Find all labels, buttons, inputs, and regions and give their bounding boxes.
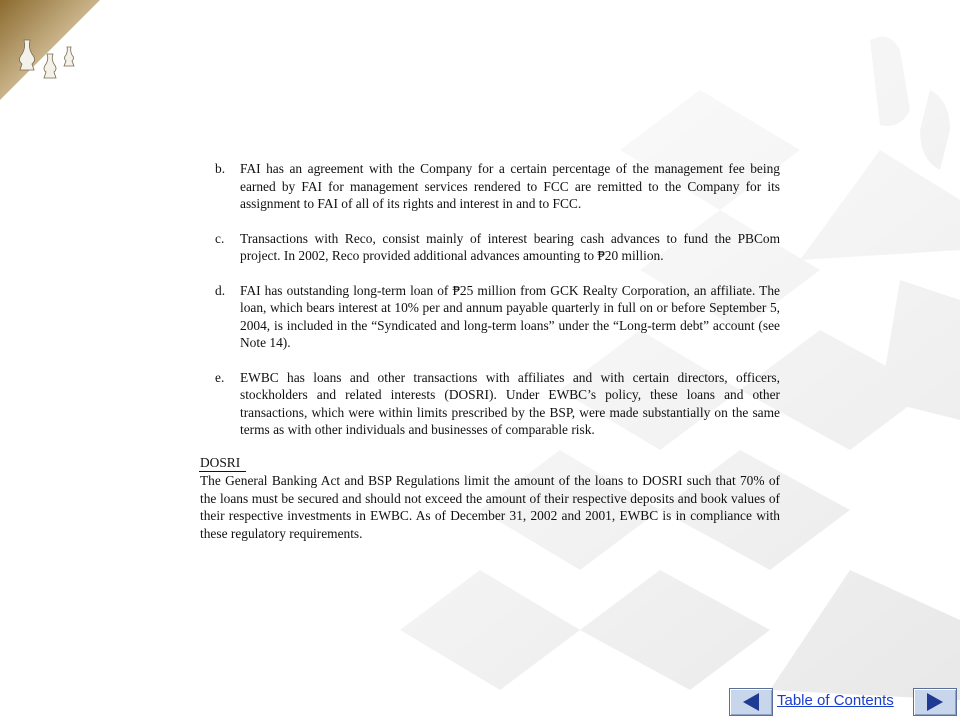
list-item-text: EWBC has loans and other transactions with affiliates and with certain directors, officers, stockholders and related interests (DOSRI). Under EWBC’s policy, these loans and other transactions, which were within limits prescribed by the BSP, were made substantially on the same terms as with other individuals and businesses of comparable risk. bbox=[240, 369, 780, 437]
list-marker: d. bbox=[215, 282, 226, 298]
right-triangle-icon bbox=[914, 689, 956, 715]
list-item-text: FAI has an agreement with the Company for a certain percentage of the management fee being earned by FAI for management services rendered to FCC are remitted to the Company for its assignment to FAI of all of its rights and interest in and to FCC. bbox=[240, 161, 780, 211]
previous-slide-button[interactable] bbox=[729, 688, 773, 716]
slide-navigation bbox=[729, 688, 959, 716]
list-item-text: Transactions with Reco, consist mainly of interest bearing cash advances to fund the PBCom project. In 2002, Reco provided additional advances amounting to ₱20 million. bbox=[240, 230, 780, 263]
document-body bbox=[190, 160, 780, 542]
left-triangle-icon bbox=[730, 689, 772, 715]
list-marker: e. bbox=[215, 369, 225, 385]
next-slide-button[interactable] bbox=[913, 688, 957, 716]
list-item-b bbox=[190, 160, 780, 213]
section-paragraph: The General Banking Act and BSP Regulations limit the amount of the loans to DOSRI such that 70% of the loans must be secured and should not exceed the amount of their respective deposits and book values of their respective investments in EWBC. As of December 31, 2002 and 2001, EWBC is in compliance with these regulatory requirements. bbox=[200, 473, 780, 541]
list-marker: b. bbox=[215, 161, 226, 176]
list-item-text: FAI has outstanding long-term loan of ₱25 million from GCK Realty Corporation, an affiliate. The loan, which bears interest at 10% per and annum payable quarterly in full on or before September 5, 2004, is included in the “Syndicated and long-term loans” under the “Long-term debt” account (see Note 14). bbox=[240, 282, 780, 350]
chess-pieces-decoration bbox=[0, 0, 110, 100]
list-marker: c. bbox=[215, 230, 225, 246]
list-item-c bbox=[190, 230, 780, 265]
list-item-e bbox=[190, 369, 780, 439]
section-heading: DOSRI bbox=[199, 454, 246, 473]
list-item-d bbox=[190, 282, 780, 352]
table-of-contents-link[interactable]: Table of Contents bbox=[777, 692, 894, 709]
dosri-section bbox=[190, 454, 780, 543]
